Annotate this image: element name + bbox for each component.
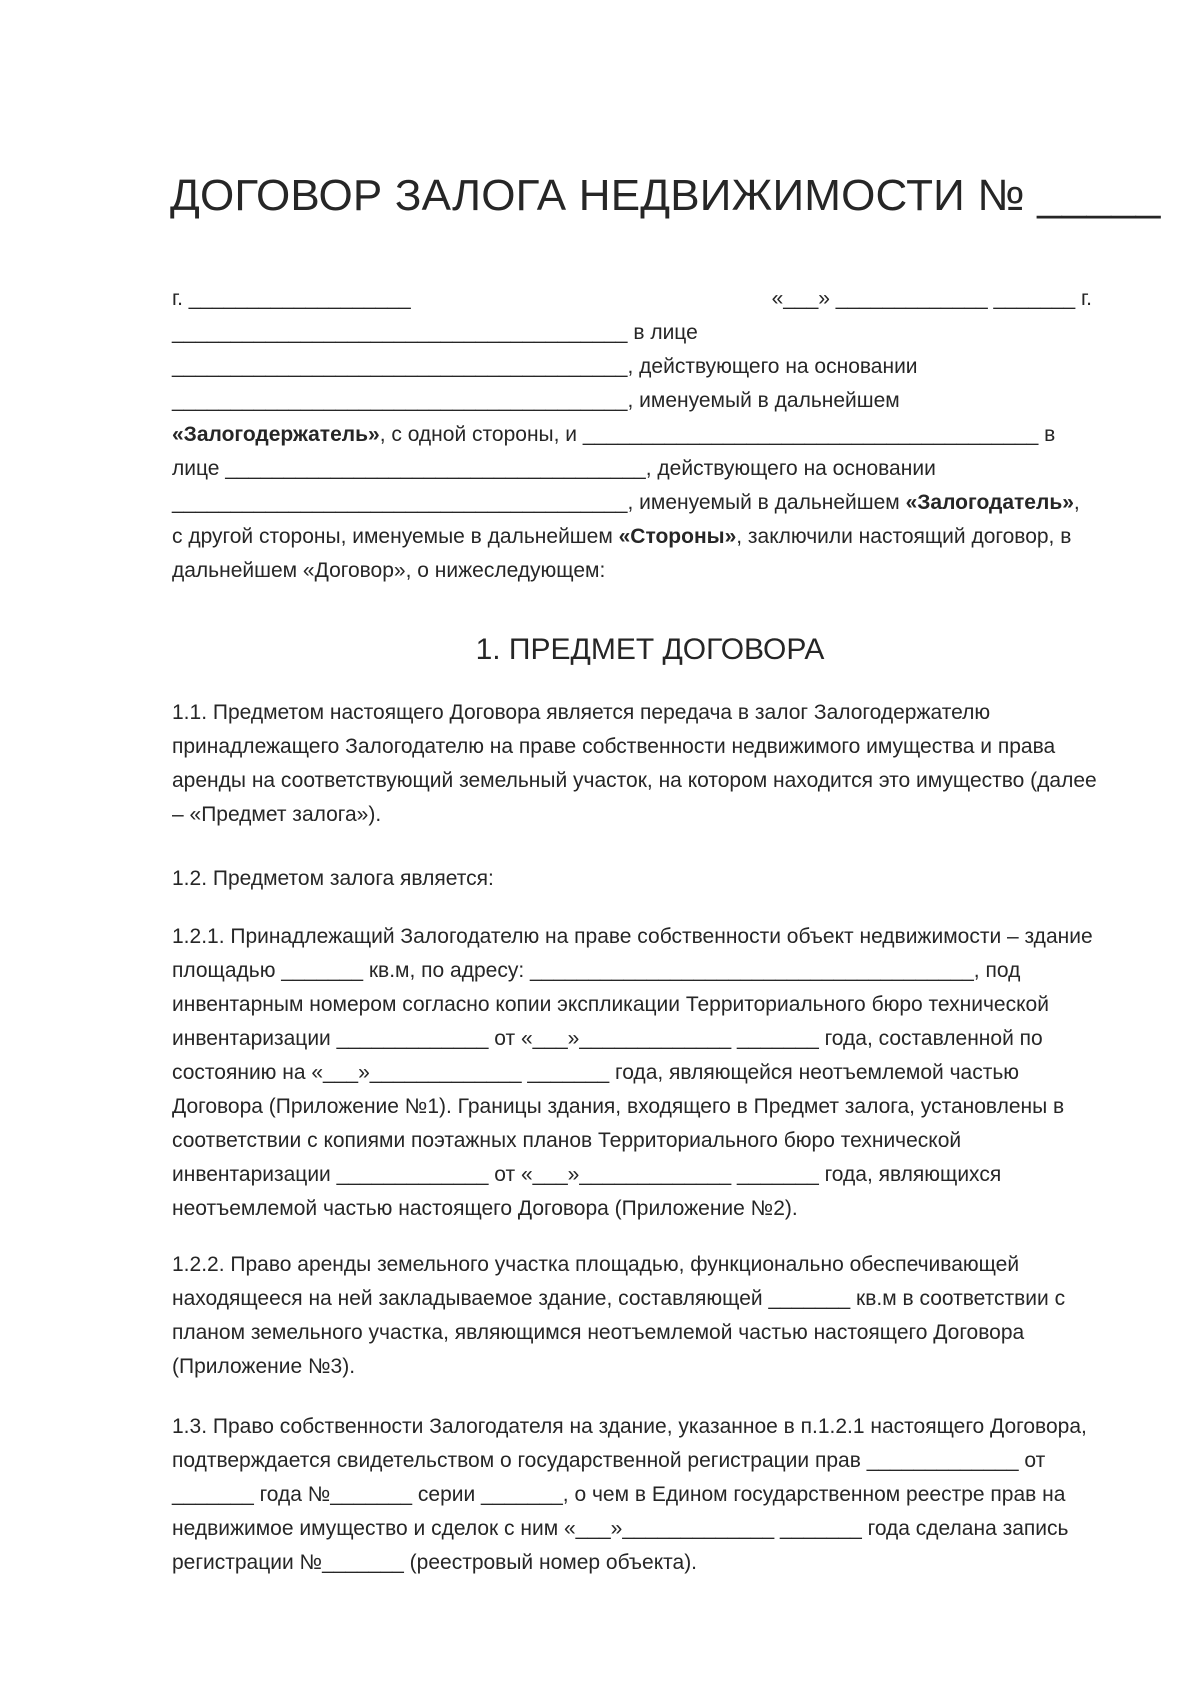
preamble-line: дальнейшем «Договор», о нижеследующем: [172, 559, 606, 582]
preamble-line [172, 486, 1092, 520]
clause-1-1 [172, 696, 1122, 832]
pledgee-term: «Залогодержатель» [172, 423, 380, 446]
parties-term: «Стороны» [618, 525, 737, 548]
clause-line: соответствии с копиями поэтажных планов Территориального бюро технической [172, 1129, 962, 1152]
clause-line: находящееся на ней закладываемое здание, составляющей _______ кв.м в соответствии с [172, 1287, 1066, 1310]
clause-1-2-1 [172, 920, 1122, 1226]
preamble-line: _______________________________________ в лице [172, 321, 698, 344]
clause-line: 1.2.1. Принадлежащий Залогодателю на праве собственности объект недвижимости – здание [172, 925, 1093, 948]
clause-line: _______ года №_______ серии _______, о чем в Едином государственном реестре прав на [172, 1483, 1066, 1506]
clause-line: – «Предмет залога»). [172, 803, 382, 826]
clause-line: принадлежащего Залогодателю на праве собственности недвижимого имущества и права [172, 735, 1056, 758]
clause-line: площадью _______ кв.м, по адресу: ______________________________________, под [172, 959, 1021, 982]
clause-line: 1.2.2. Право аренды земельного участка площадью, функционально обеспечивающей [172, 1253, 1020, 1276]
clause-1-3 [172, 1410, 1122, 1580]
clause-1-2-2 [172, 1248, 1122, 1384]
preamble-text: , заключили настоящий договор, в [736, 525, 1072, 548]
clause-line: инвентаризации _____________ от «___»_____________ _______ года, составленной по [172, 1027, 1043, 1050]
preamble-line: лице ____________________________________, действующего на основании [172, 457, 936, 480]
preamble-line [172, 418, 1092, 452]
clause-line: 1.2. Предметом залога является: [172, 867, 494, 890]
clause-line: аренды на соответствующий земельный участок, на котором находится это имущество (далее [172, 769, 1097, 792]
clause-line: инвентарным номером согласно копии экспликации Территориального бюро технической [172, 993, 1049, 1016]
clause-line: регистрации №_______ (реестровый номер объекта). [172, 1551, 698, 1574]
preamble-text: , [1073, 491, 1080, 514]
preamble-text: , с одной стороны, и _______________________________________ в [379, 423, 1056, 446]
preamble-text: с другой стороны, именуемые в дальнейшем [172, 525, 619, 548]
clause-line: (Приложение №3). [172, 1355, 356, 1378]
clause-line: 1.3. Право собственности Залогодателя на здание, указанное в п.1.2.1 настоящего Договора, [172, 1415, 1087, 1438]
clause-line: планом земельного участка, являющимся неотъемлемой частью настоящего Договора [172, 1321, 1025, 1344]
clause-line: подтверждается свидетельством о государственной регистрации прав _____________ от [172, 1449, 1046, 1472]
preamble-text: _______________________________________, именуемый в дальнейшем [172, 491, 906, 514]
document-title: ДОГОВОР ЗАЛОГА НЕДВИЖИМОСТИ № _____ [170, 171, 1161, 220]
city-field: г. ___________________ [172, 287, 411, 310]
date-field: «___» _____________ _______ г. [771, 287, 1092, 310]
section-1-title: 1. ПРЕДМЕТ ДОГОВОРА [475, 633, 825, 666]
preamble-line: _______________________________________, именуемый в дальнейшем [172, 389, 900, 412]
clause-line: недвижимое имущество и сделок с ним «___»_____________ _______ года сделана запись [172, 1517, 1069, 1540]
clause-line: Договора (Приложение №1). Границы здания, входящего в Предмет залога, установлены в [172, 1095, 1065, 1118]
clause-line: состоянию на «___»_____________ _______ года, являющейся неотъемлемой частью [172, 1061, 1020, 1084]
city-date-line [172, 282, 1092, 316]
clause-line: 1.1. Предметом настоящего Договора является передача в залог Залогодержателю [172, 701, 991, 724]
clause-line: инвентаризации _____________ от «___»_____________ _______ года, являющихся [172, 1163, 1002, 1186]
clause-1-2 [172, 862, 1122, 896]
preamble-line: _______________________________________, действующего на основании [172, 355, 918, 378]
preamble [172, 282, 1092, 588]
preamble-line [172, 520, 1092, 554]
clause-line: неотъемлемой частью настоящего Договора (Приложение №2). [172, 1197, 798, 1220]
pledgor-term: «Залогодатель» [905, 491, 1074, 514]
